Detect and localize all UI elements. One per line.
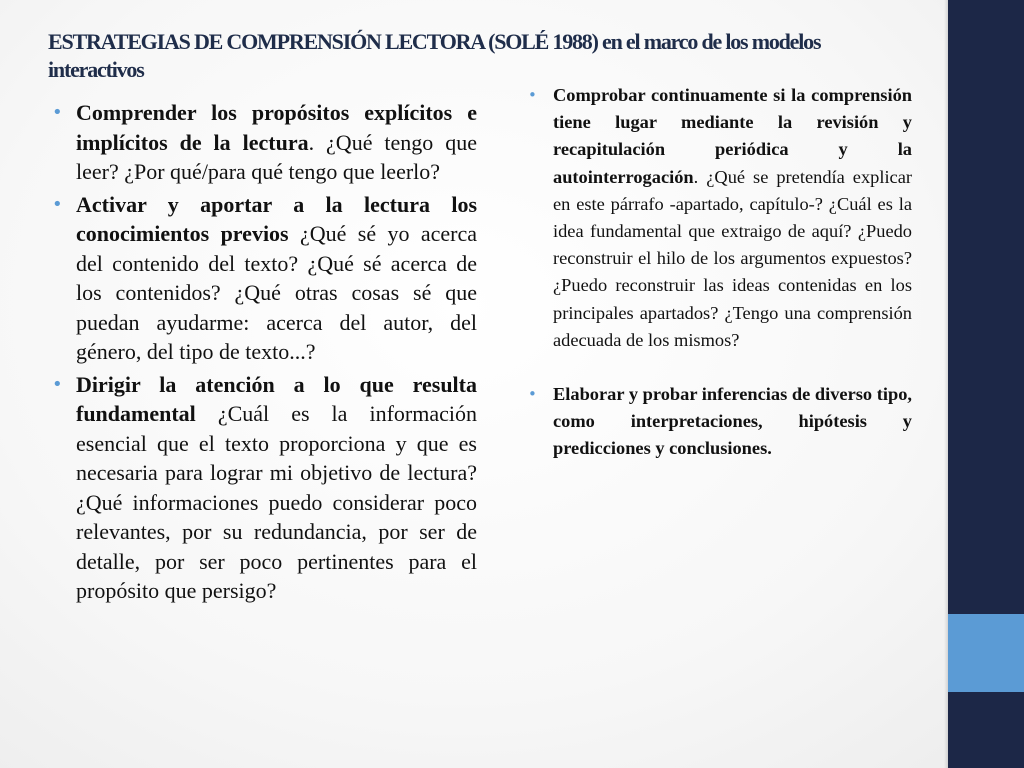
bullet-bold-text: Activar y aportar a la lectura los conocimientos previos (76, 191, 477, 246)
right-column (526, 82, 912, 463)
bullet-text: ¿Qué sé yo acerca del contenido del texto? ¿Qué sé acerca de los contenidos? ¿Qué otras cosas sé que puedan ayudarme: acerca del autor, del género, del tipo de texto...? (76, 221, 477, 364)
bullet-dot-icon: • (52, 193, 63, 215)
bullet-bold-text: Elaborar y probar inferencias de diverso tipo, como interpretaciones, hipótesis y predicciones y conclusiones. (553, 384, 912, 459)
bullet-item (526, 381, 912, 463)
bullet-text: . ¿Qué se pretendía explicar en este párrafo -apartado, capítulo-? ¿Cuál es la idea fundamental que extraigo de aquí? ¿Puedo reconstruir el hilo de los argumentos expuestos? ¿Puedo reconstruir las ideas contenidas en los principales apartados? ¿Tengo una comprensión adecuada de los mismos? (553, 166, 912, 350)
bullet-text: ¿Cuál es la información esencial que el texto proporciona y que es necesaria para lograr mi objetivo de lectura? ¿Qué informaciones puedo considerar poco relevantes, por su redundancia, por ser de detalle, por ser poco pertinentes para el propósito que persigo? (76, 401, 477, 603)
bullet-bold-text: Dirigir la atención a lo que resulta fundamental (76, 371, 477, 426)
bullet-dot-icon: • (528, 385, 537, 404)
bullet-item (50, 370, 477, 606)
slide-title: ESTRATEGIAS DE COMPRENSIÓN LECTORA (SOLÉ 1988) en el marco de los modelos interactivos (48, 29, 821, 82)
bullet-item (50, 98, 477, 187)
sidebar-accent-block (948, 614, 1024, 692)
bullet-dot-icon: • (528, 86, 537, 104)
bullet-item (526, 82, 912, 354)
bullet-dot-icon: • (52, 102, 63, 123)
bullet-item (50, 190, 477, 367)
bullet-bold-text: Comprender los propósitos explícitos e implícitos de la lectura (76, 100, 477, 155)
bullet-dot-icon: • (52, 373, 63, 395)
bullet-bold-text: Comprobar continuamente si la comprensión tiene lugar mediante la revisión y recapitulación periódica y la autointerrogación (553, 85, 912, 187)
bullet-text: . ¿Qué tengo que leer? ¿Por qué/para qué tengo que leerlo? (76, 129, 477, 184)
left-column (50, 98, 477, 606)
